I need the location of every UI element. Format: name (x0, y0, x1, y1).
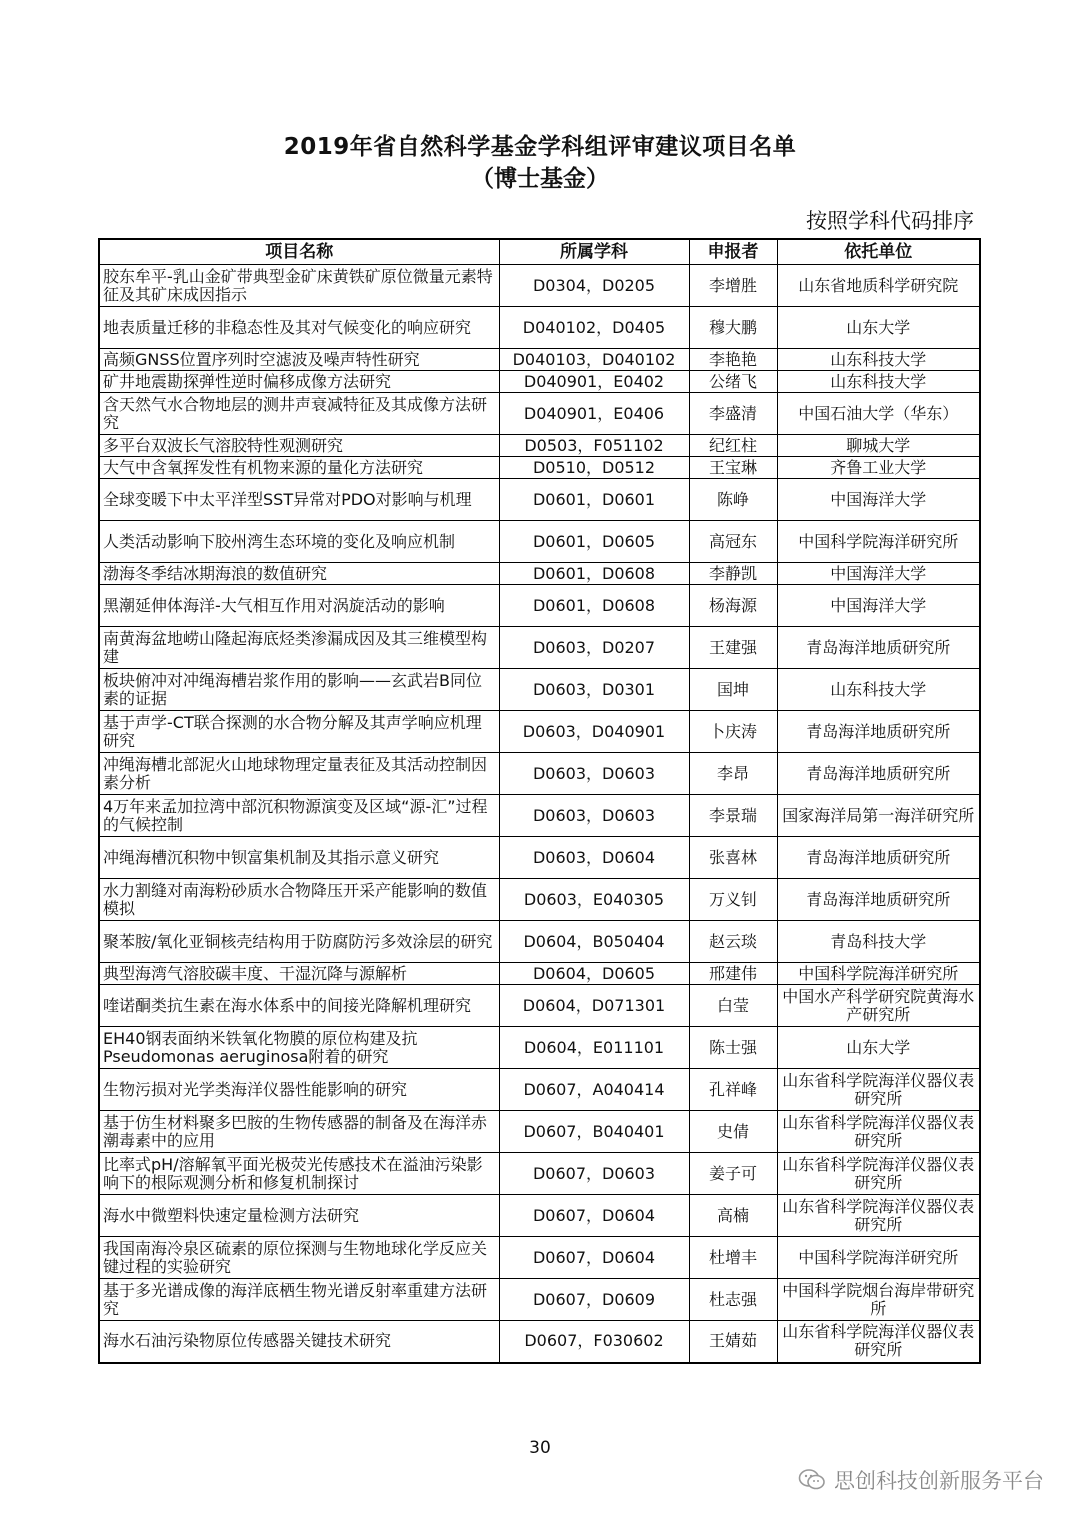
table-row (99, 669, 980, 711)
subject-cell: D040102，D0405 (499, 307, 689, 349)
applicant-cell: 李增胜 (689, 265, 777, 307)
subject-cell: D0604，D0605 (499, 963, 689, 985)
document-subtitle: （博士基金） (471, 166, 609, 192)
applicant-cell: 李盛清 (689, 393, 777, 435)
subject-cell: D0603，E040305 (499, 879, 689, 921)
subject-cell: D0607，D0609 (499, 1279, 689, 1321)
subject-cell: D0601，D0605 (499, 521, 689, 563)
column-header-project-name: 项目名称 (99, 239, 499, 265)
unit-cell: 青岛海洋地质研究所 (777, 837, 980, 879)
subject-cell: D0503，F051102 (499, 435, 689, 457)
table-row (99, 985, 980, 1027)
applicant-cell: 史倩 (689, 1111, 777, 1153)
subject-cell: D040901，E0402 (499, 371, 689, 393)
sort-note: 按照学科代码排序 (806, 209, 974, 233)
unit-cell: 青岛海洋地质研究所 (777, 879, 980, 921)
project-name-cell: 冲绳海槽北部泥火山地球物理定量表征及其活动控制因素分析 (99, 753, 499, 795)
table-row (99, 1027, 980, 1069)
project-name-cell: 全球变暖下中太平洋型SST异常对PDO对影响与机理 (99, 479, 499, 521)
subject-cell: D0603，D0604 (499, 837, 689, 879)
applicant-cell: 王婧茹 (689, 1321, 777, 1363)
table-row (99, 753, 980, 795)
subject-cell: D0601，D0608 (499, 563, 689, 585)
project-name-cell: 胶东牟平-乳山金矿带典型金矿床黄铁矿原位微量元素特征及其矿床成因指示 (99, 265, 499, 307)
unit-cell: 中国海洋大学 (777, 479, 980, 521)
subject-cell: D0607，D0604 (499, 1195, 689, 1237)
unit-cell: 青岛海洋地质研究所 (777, 753, 980, 795)
project-name-cell: 海水中微塑料快速定量检测方法研究 (99, 1195, 499, 1237)
applicant-cell: 卜庆涛 (689, 711, 777, 753)
unit-cell: 山东省科学院海洋仪器仪表研究所 (777, 1153, 980, 1195)
subject-cell: D0601，D0608 (499, 585, 689, 627)
unit-cell: 青岛海洋地质研究所 (777, 711, 980, 753)
applicant-cell: 李静凯 (689, 563, 777, 585)
unit-cell: 山东省科学院海洋仪器仪表研究所 (777, 1195, 980, 1237)
unit-cell: 国家海洋局第一海洋研究所 (777, 795, 980, 837)
table-row (99, 585, 980, 627)
subject-cell: D0603，D040901 (499, 711, 689, 753)
unit-cell: 中国科学院海洋研究所 (777, 521, 980, 563)
project-name-cell: 含天然气水合物地层的测井声衰减特征及其成像方法研究 (99, 393, 499, 435)
watermark-text: 思创科技创新服务平台 (834, 1469, 1044, 1493)
subject-cell: D0603，D0603 (499, 795, 689, 837)
project-name-cell: 大气中含氧挥发性有机物来源的量化方法研究 (99, 457, 499, 479)
table-body (99, 265, 980, 1363)
applicant-cell: 姜子可 (689, 1153, 777, 1195)
unit-cell: 山东科技大学 (777, 669, 980, 711)
project-name-cell: 我国南海冷泉区硫素的原位探测与生物地球化学反应关键过程的实验研究 (99, 1237, 499, 1279)
unit-cell: 青岛海洋地质研究所 (777, 627, 980, 669)
table-row (99, 1111, 980, 1153)
project-name-cell: 生物污损对光学类海洋仪器性能影响的研究 (99, 1069, 499, 1111)
table-row (99, 563, 980, 585)
applicant-cell: 杜增丰 (689, 1237, 777, 1279)
subject-cell: D0510，D0512 (499, 457, 689, 479)
table-row (99, 1069, 980, 1111)
column-header-unit: 依托单位 (777, 239, 980, 265)
unit-cell: 中国海洋大学 (777, 563, 980, 585)
table-header-row (99, 239, 980, 265)
table-row (99, 711, 980, 753)
subject-cell: D040901，E0406 (499, 393, 689, 435)
table-row (99, 1153, 980, 1195)
unit-cell: 中国科学院烟台海岸带研究所 (777, 1279, 980, 1321)
applicant-cell: 陈士强 (689, 1027, 777, 1069)
table-row (99, 307, 980, 349)
subject-cell: D0603，D0301 (499, 669, 689, 711)
subject-cell: D0603，D0207 (499, 627, 689, 669)
subject-cell: D0607，F030602 (499, 1321, 689, 1363)
table-row (99, 457, 980, 479)
table-row (99, 879, 980, 921)
unit-cell: 山东大学 (777, 1027, 980, 1069)
applicant-cell: 邢建伟 (689, 963, 777, 985)
watermark (798, 1462, 1044, 1498)
unit-cell: 山东大学 (777, 307, 980, 349)
subject-cell: D0601，D0601 (499, 479, 689, 521)
applicant-cell: 高冠东 (689, 521, 777, 563)
project-name-cell: 板块俯冲对冲绳海槽岩浆作用的影响——玄武岩B同位素的证据 (99, 669, 499, 711)
applicant-cell: 白莹 (689, 985, 777, 1027)
subject-cell: D040103，D040102 (499, 349, 689, 371)
column-header-applicant: 申报者 (689, 239, 777, 265)
project-name-cell: 喹诺酮类抗生素在海水体系中的间接光降解机理研究 (99, 985, 499, 1027)
applicant-cell: 纪红柱 (689, 435, 777, 457)
table-row (99, 627, 980, 669)
unit-cell: 山东科技大学 (777, 349, 980, 371)
project-name-cell: 矿井地震勘探弹性逆时偏移成像方法研究 (99, 371, 499, 393)
unit-cell: 聊城大学 (777, 435, 980, 457)
subject-cell: D0607，D0604 (499, 1237, 689, 1279)
applicant-cell: 孔祥峰 (689, 1069, 777, 1111)
table-row (99, 479, 980, 521)
applicant-cell: 陈峥 (689, 479, 777, 521)
project-name-cell: 人类活动影响下胶州湾生态环境的变化及响应机制 (99, 521, 499, 563)
applicant-cell: 王建强 (689, 627, 777, 669)
applicant-cell: 穆大鹏 (689, 307, 777, 349)
unit-cell: 山东省科学院海洋仪器仪表研究所 (777, 1111, 980, 1153)
unit-cell: 中国石油大学（华东） (777, 393, 980, 435)
applicant-cell: 高楠 (689, 1195, 777, 1237)
column-header-subject: 所属学科 (499, 239, 689, 265)
project-name-cell: EH40钢表面纳米铁氧化物膜的原位构建及抗Pseudomonas aeruginosa附着的研究 (99, 1027, 499, 1069)
subject-cell: D0604，B050404 (499, 921, 689, 963)
table-row (99, 521, 980, 563)
project-name-cell: 多平台双波长气溶胶特性观测研究 (99, 435, 499, 457)
subject-cell: D0607，D0603 (499, 1153, 689, 1195)
project-name-cell: 4万年来孟加拉湾中部沉积物源演变及区域“源-汇”过程的气候控制 (99, 795, 499, 837)
project-name-cell: 海水石油污染物原位传感器关键技术研究 (99, 1321, 499, 1363)
table-row (99, 1321, 980, 1363)
applicant-cell: 杜志强 (689, 1279, 777, 1321)
unit-cell: 青岛科技大学 (777, 921, 980, 963)
applicant-cell: 李艳艳 (689, 349, 777, 371)
unit-cell: 山东省地质科学研究院 (777, 265, 980, 307)
unit-cell: 中国海洋大学 (777, 585, 980, 627)
unit-cell: 中国科学院海洋研究所 (777, 1237, 980, 1279)
subject-cell: D0604，E011101 (499, 1027, 689, 1069)
project-name-cell: 水力割缝对南海粉砂质水合物降压开采产能影响的数值模拟 (99, 879, 499, 921)
subject-cell: D0607，A040414 (499, 1069, 689, 1111)
project-table (98, 238, 981, 1364)
table-row (99, 963, 980, 985)
applicant-cell: 李景瑞 (689, 795, 777, 837)
project-name-cell: 南黄海盆地崂山隆起海底烃类渗漏成因及其三维模型构建 (99, 627, 499, 669)
table-row (99, 1237, 980, 1279)
table-row (99, 795, 980, 837)
project-name-cell: 基于仿生材料聚多巴胺的生物传感器的制备及在海洋赤潮毒素中的应用 (99, 1111, 499, 1153)
applicant-cell: 公绪飞 (689, 371, 777, 393)
project-name-cell: 比率式pH/溶解氧平面光极荧光传感技术在溢油污染影响下的根际观测分析和修复机制探讨 (99, 1153, 499, 1195)
applicant-cell: 杨海源 (689, 585, 777, 627)
applicant-cell: 王宝琳 (689, 457, 777, 479)
unit-cell: 山东省科学院海洋仪器仪表研究所 (777, 1069, 980, 1111)
subject-cell: D0607，B040401 (499, 1111, 689, 1153)
table-row (99, 265, 980, 307)
project-name-cell: 基于多光谱成像的海洋底栖生物光谱反射率重建方法研究 (99, 1279, 499, 1321)
subject-cell: D0304，D0205 (499, 265, 689, 307)
table-row (99, 393, 980, 435)
applicant-cell: 张喜林 (689, 837, 777, 879)
applicant-cell: 赵云琰 (689, 921, 777, 963)
applicant-cell: 李昂 (689, 753, 777, 795)
subject-cell: D0604，D071301 (499, 985, 689, 1027)
applicant-cell: 万义钊 (689, 879, 777, 921)
document-title: 2019年省自然科学基金学科组评审建议项目名单 (283, 134, 797, 160)
project-name-cell: 基于声学-CT联合探测的水合物分解及其声学响应机理研究 (99, 711, 499, 753)
page-number: 30 (529, 1438, 551, 1458)
unit-cell: 山东科技大学 (777, 371, 980, 393)
project-name-cell: 聚苯胺/氧化亚铜核壳结构用于防腐防污多效涂层的研究 (99, 921, 499, 963)
table-row (99, 837, 980, 879)
project-name-cell: 渤海冬季结冰期海浪的数值研究 (99, 563, 499, 585)
unit-cell: 山东省科学院海洋仪器仪表研究所 (777, 1321, 980, 1363)
project-name-cell: 冲绳海槽沉积物中钡富集机制及其指示意义研究 (99, 837, 499, 879)
table-row (99, 1195, 980, 1237)
project-name-cell: 高频GNSS位置序列时空滤波及噪声特性研究 (99, 349, 499, 371)
applicant-cell: 国坤 (689, 669, 777, 711)
project-name-cell: 地表质量迁移的非稳态性及其对气候变化的响应研究 (99, 307, 499, 349)
table-row (99, 921, 980, 963)
subject-cell: D0603，D0603 (499, 753, 689, 795)
unit-cell: 齐鲁工业大学 (777, 457, 980, 479)
unit-cell: 中国科学院海洋研究所 (777, 963, 980, 985)
project-name-cell: 黑潮延伸体海洋-大气相互作用对涡旋活动的影响 (99, 585, 499, 627)
table-row (99, 435, 980, 457)
table-row (99, 349, 980, 371)
unit-cell: 中国水产科学研究院黄海水产研究所 (777, 985, 980, 1027)
wechat-icon (798, 1468, 826, 1492)
project-name-cell: 典型海湾气溶胶碳丰度、干湿沉降与源解析 (99, 963, 499, 985)
table-row (99, 1279, 980, 1321)
table-row (99, 371, 980, 393)
